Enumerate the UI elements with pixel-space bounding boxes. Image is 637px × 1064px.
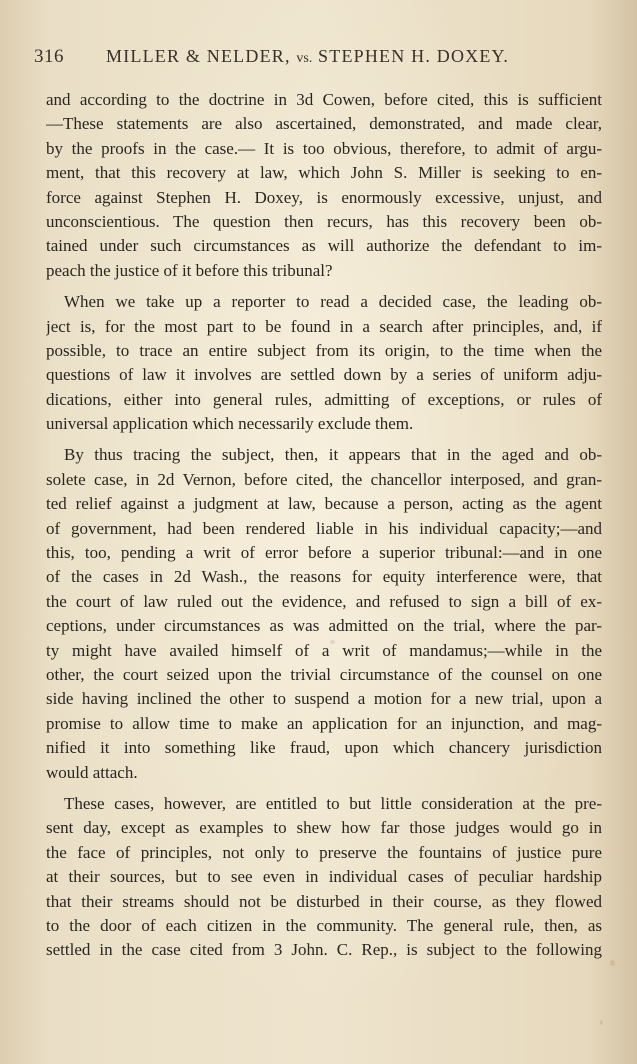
text-line: of government, had been rendered liable in his individual capacity;—and bbox=[46, 518, 602, 538]
foxing-spot bbox=[600, 1020, 603, 1025]
text-line: the court of law ruled out the evidence, and refused to sign a bill of ex- bbox=[46, 591, 602, 611]
text-line: promise to allow time to make an application for an injunction, and mag- bbox=[46, 713, 602, 733]
body-text bbox=[46, 88, 602, 963]
text-line: ty might have availed himself of a writ of mandamus;—while in the bbox=[46, 640, 602, 660]
text-line: settled in the case cited from 3 John. C. Rep., is subject to the following bbox=[46, 940, 602, 960]
text-line: would attach. bbox=[46, 762, 138, 782]
text-line: dications, either into general rules, admitting of exceptions, or rules of bbox=[46, 389, 602, 409]
text-line: ject is, for the most part to be found in a search after principles, and, if bbox=[46, 316, 602, 336]
text-line: at their sources, but to see even in individual cases of peculiar hardship bbox=[46, 867, 602, 887]
paragraph bbox=[46, 443, 602, 784]
text-line: that their streams should not be disturbed in their course, as they flowed bbox=[46, 891, 602, 911]
running-header bbox=[34, 46, 614, 72]
text-line: By thus tracing the subject, then, it appears that in the aged and ob- bbox=[64, 445, 602, 465]
text-line: ted relief against a judgment at law, because a person, acting as the agent bbox=[46, 494, 602, 514]
running-title-vs: vs. bbox=[296, 51, 313, 66]
text-line: by the proofs in the case.— It is too obvious, therefore, to admit of argu- bbox=[46, 138, 602, 158]
foxing-spot bbox=[610, 960, 615, 966]
paragraph-gap bbox=[46, 436, 602, 443]
text-line: universal application which necessarily exclude them. bbox=[46, 414, 414, 434]
text-line: unconscientious. The question then recurs, has this recovery been ob- bbox=[46, 211, 602, 231]
text-line: of the cases in 2d Wash., the reasons for equity interference were, that bbox=[46, 567, 602, 587]
paragraph bbox=[46, 792, 602, 963]
running-title bbox=[106, 46, 509, 67]
text-line: peach the justice of it before this tribunal? bbox=[46, 260, 333, 280]
running-title-right: STEPHEN H. DOXEY. bbox=[318, 46, 510, 66]
text-line: to the door of each citizen in the community. The general rule, then, as bbox=[46, 915, 602, 935]
text-line: When we take up a reporter to read a decided case, the leading ob- bbox=[64, 292, 602, 312]
text-line: and according to the doctrine in 3d Cowen, before cited, this is sufficient bbox=[46, 90, 602, 109]
paragraph-gap bbox=[46, 283, 602, 290]
text-line: possible, to trace an entire subject from its origin, to the time when the bbox=[46, 340, 602, 360]
text-line: questions of law it involves are settled down by a series of uniform adju- bbox=[46, 365, 602, 385]
text-line: ceptions, under circumstances as was admitted on the trial, where the par- bbox=[46, 616, 602, 636]
page-number: 316 bbox=[34, 46, 64, 67]
text-line: side having inclined the other to suspend a motion for a new trial, upon a bbox=[46, 689, 602, 709]
text-line: nified it into something like fraud, upon which chancery jurisdiction bbox=[46, 738, 602, 758]
text-line: this, too, pending a writ of error before a superior tribunal:—and in one bbox=[46, 543, 602, 563]
paragraph bbox=[46, 290, 602, 436]
text-line: sent day, except as examples to shew how far those judges would go in bbox=[46, 818, 602, 838]
running-title-left: MILLER & NELDER, bbox=[106, 46, 291, 66]
text-line: the face of principles, not only to preserve the fountains of justice pure bbox=[46, 842, 602, 862]
text-line: solete case, in 2d Vernon, before cited, the chancellor interposed, and gran- bbox=[46, 469, 602, 489]
text-line: other, the court seized upon the trivial circumstance of the counsel on one bbox=[46, 664, 602, 684]
text-line: force against Stephen H. Doxey, is enormously excessive, unjust, and bbox=[46, 187, 602, 207]
paragraph bbox=[46, 88, 602, 283]
paragraph-gap bbox=[46, 785, 602, 792]
text-line: —These statements are also ascertained, demonstrated, and made clear, bbox=[46, 114, 602, 134]
text-line: tained under such circumstances as will authorize the defendant to im- bbox=[46, 236, 602, 256]
text-line: ment, that this recovery at law, which John S. Miller is seeking to en- bbox=[46, 163, 602, 183]
text-line: These cases, however, are entitled to but little consideration at the pre- bbox=[64, 793, 602, 813]
